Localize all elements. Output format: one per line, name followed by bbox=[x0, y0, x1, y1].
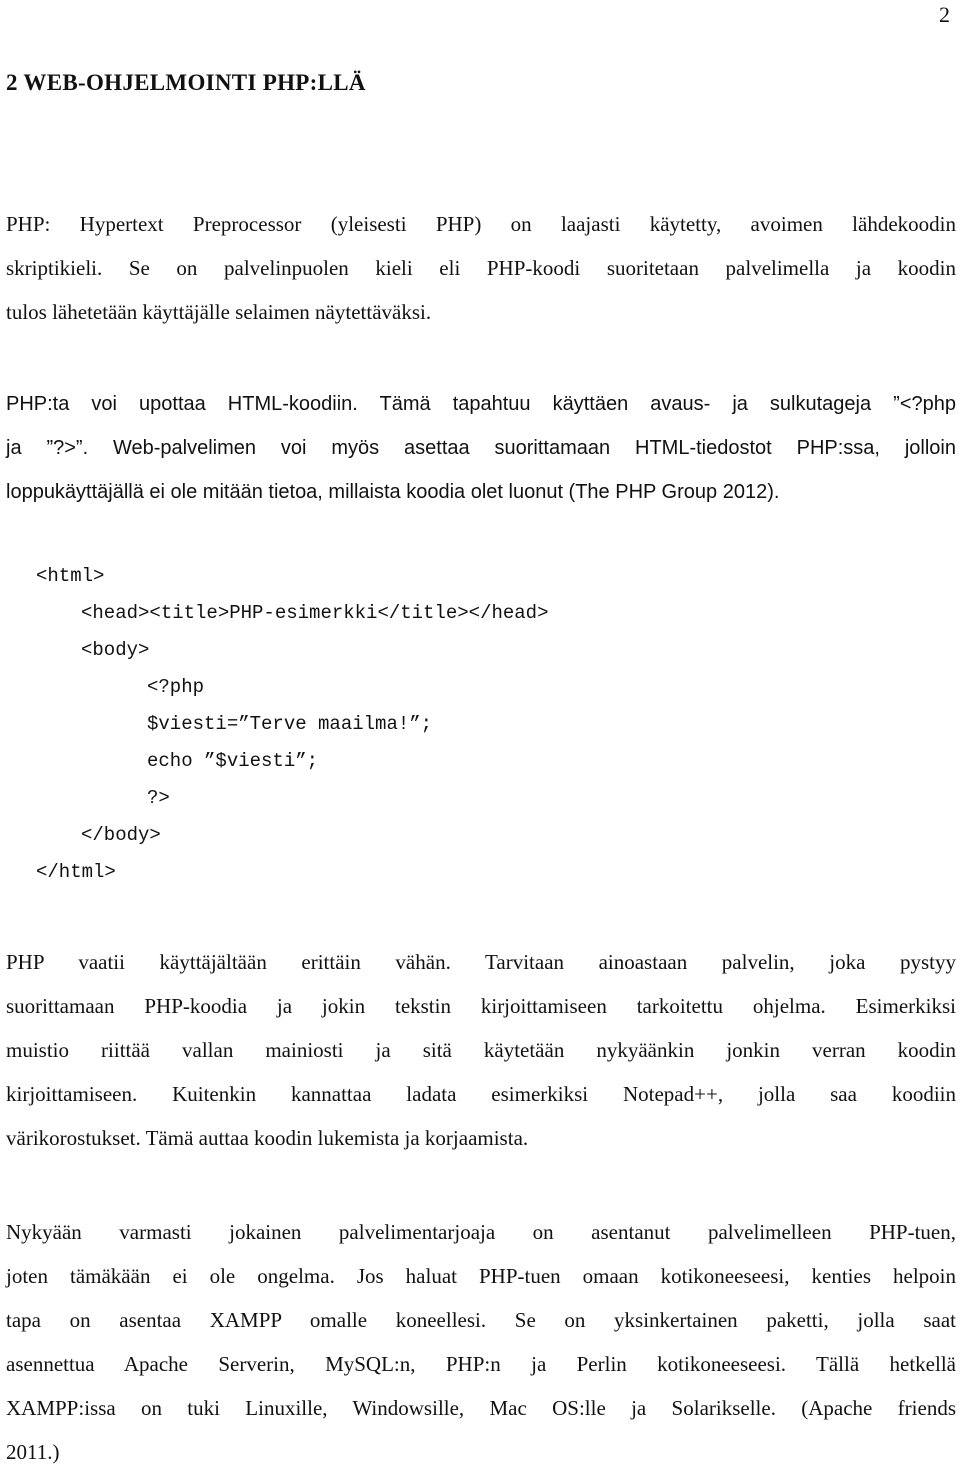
embedding-paragraph bbox=[6, 382, 956, 514]
paragraph-line: asennettua Apache Serverin, MySQL:n, PHP:n ja Perlin kotikoneeseesi. Tällä hetkellä bbox=[6, 1352, 956, 1376]
paragraph-line: PHP vaatii käyttäjältään erittäin vähän. Tarvitaan ainoastaan palvelin, joka pystyy bbox=[6, 950, 956, 974]
code-line: <head><title>PHP-esimerkki</title></head> bbox=[81, 602, 549, 624]
paragraph-line: värikorostukset. Tämä auttaa koodin lukemista ja korjaamista. bbox=[6, 1126, 529, 1150]
code-line: echo ”$viesti”; bbox=[147, 750, 319, 772]
paragraph-line: 2011.) bbox=[6, 1440, 60, 1464]
chapter-heading: 2 WEB-OHJELMOINTI PHP:LLÄ bbox=[6, 70, 366, 95]
code-line: </body> bbox=[81, 824, 161, 846]
paragraph-line: loppukäyttäjällä ei ole mitään tietoa, millaista koodia olet luonut (The PHP Group 2012). bbox=[6, 481, 780, 503]
paragraph-line: suorittamaan PHP-koodia ja jokin tekstin kirjoittamiseen tarkoitettu ohjelma. Esimerkiksi bbox=[6, 994, 956, 1018]
paragraph-line: tulos lähetetään käyttäjälle selaimen näytettäväksi. bbox=[6, 300, 432, 324]
code-line: <body> bbox=[81, 639, 150, 661]
code-line: </html> bbox=[36, 861, 116, 883]
paragraph-line: Nykyään varmasti jokainen palvelimentarjoaja on asentanut palvelimelleen PHP-tuen, bbox=[6, 1220, 956, 1244]
xampp-paragraph bbox=[6, 1210, 956, 1474]
code-line: <html> bbox=[36, 565, 105, 587]
paragraph-line: ja ”?>”. Web-palvelimen voi myös asettaa suorittamaan HTML-tiedostot PHP:ssa, jolloin bbox=[6, 437, 956, 459]
requirements-paragraph bbox=[6, 940, 956, 1160]
page-number: 2 bbox=[939, 2, 950, 27]
paragraph-line: joten tämäkään ei ole ongelma. Jos haluat PHP-tuen omaan kotikoneeseesi, kenties helpoin bbox=[6, 1264, 956, 1288]
code-example bbox=[36, 558, 548, 891]
paragraph-line: muistio riittää vallan mainiosti ja sitä käytetään nykyäänkin jonkin verran koodin bbox=[6, 1038, 956, 1062]
paragraph-line: XAMPP:issa on tuki Linuxille, Windowsille, Mac OS:lle ja Solarikselle. (Apache friends bbox=[6, 1396, 956, 1420]
code-line: <?php bbox=[147, 676, 205, 698]
paragraph-line: kirjoittamiseen. Kuitenkin kannattaa ladata esimerkiksi Notepad++, jolla saa koodiin bbox=[6, 1082, 956, 1106]
paragraph-line: skriptikieli. Se on palvelinpuolen kieli eli PHP-koodi suoritetaan palvelimella ja koodin bbox=[6, 256, 956, 280]
paragraph-line: PHP: Hypertext Preprocessor (yleisesti PHP) on laajasti käytetty, avoimen lähdekoodin bbox=[6, 212, 956, 236]
code-line: ?> bbox=[147, 787, 170, 809]
code-line: $viesti=”Terve maailma!”; bbox=[147, 713, 433, 735]
paragraph-line: PHP:ta voi upottaa HTML-koodiin. Tämä tapahtuu käyttäen avaus- ja sulkutageja ”<?php bbox=[6, 393, 956, 415]
paragraph-line: tapa on asentaa XAMPP omalle koneellesi. Se on yksinkertainen paketti, jolla saat bbox=[6, 1308, 956, 1332]
intro-paragraph bbox=[6, 202, 956, 334]
